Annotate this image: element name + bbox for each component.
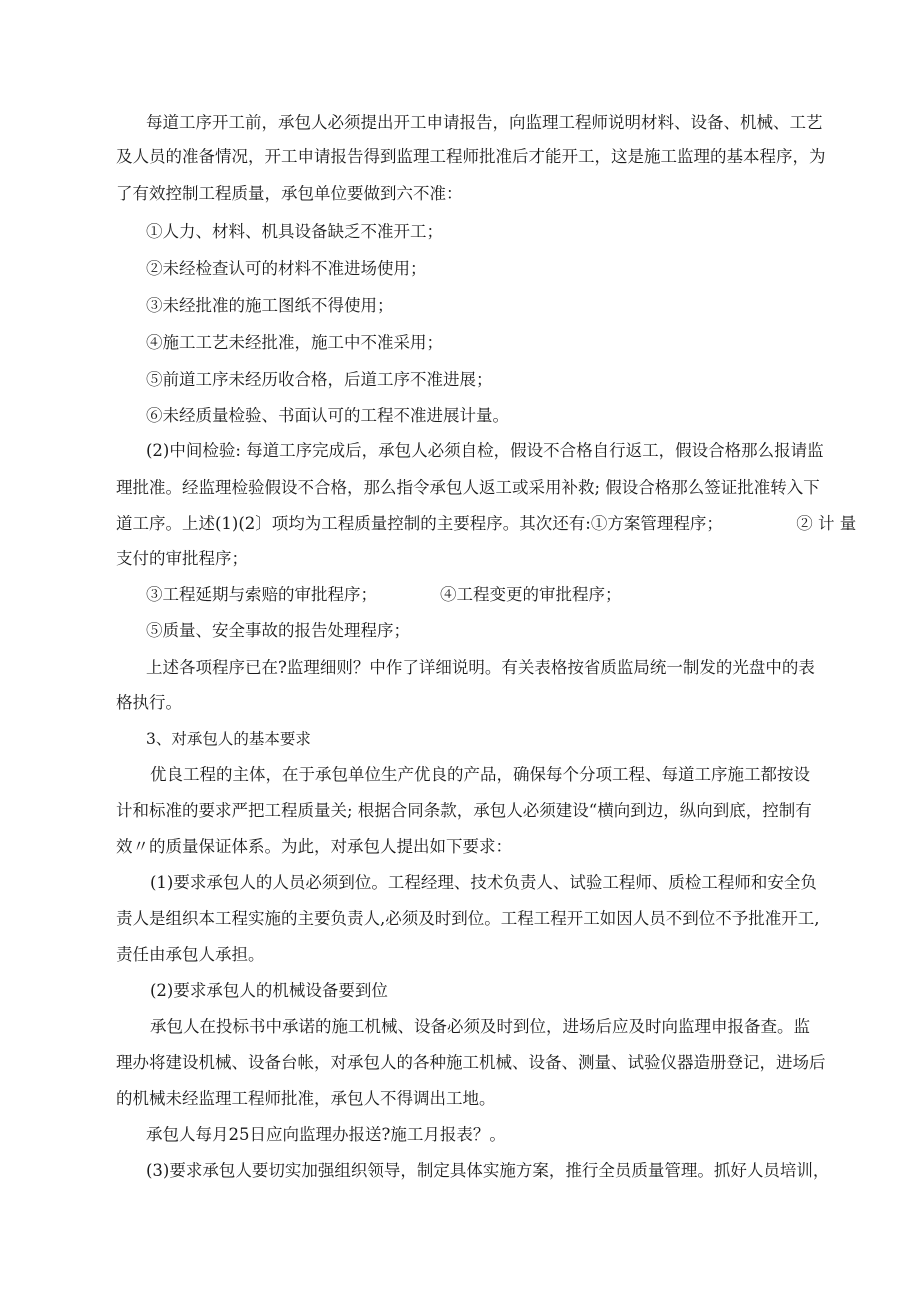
list-item-text: ④施工工艺未经批准，施工中不准采用； xyxy=(146,333,443,352)
paragraph-line xyxy=(0,1082,920,1116)
paragraph-line xyxy=(0,1046,920,1080)
list-item-text: ⑤前道工序未经历收合格，后道工序不准进展； xyxy=(146,370,493,389)
line-text: 承包人在投标书中承诺的施工机械、设备必须及时到位，进场后应及时向监理申报备查。监 xyxy=(150,1017,810,1036)
line-text: 了有效控制工程质量，承包单位要做到六不准： xyxy=(116,184,463,203)
paragraph-line xyxy=(0,1010,920,1044)
list-item xyxy=(0,578,920,612)
list-item-text: ①人力、材料、机具设备缺乏不准开工； xyxy=(146,222,443,241)
line-text: 每道工序开工前，承包人必须提出开工申请报告，向监理工程师说明材料、设备、机械、工艺 xyxy=(146,113,823,132)
paragraph-line xyxy=(0,758,920,792)
paragraph-line xyxy=(0,651,920,685)
paragraph-line xyxy=(0,1118,920,1152)
section-heading xyxy=(0,722,920,756)
line-text: (1)要求承包人的人员必须到位。工程经理、技术负责人、试验工程师、质检工程师和安全负 xyxy=(150,873,817,892)
line-text: 支付的审批程序； xyxy=(116,549,248,568)
line-text: 上述各项程序已在?监理细则？中作了详细说明。有关表格按省质监局统一制发的光盘中的表 xyxy=(146,658,815,677)
paragraph-line xyxy=(0,507,920,541)
line-text: 格执行。 xyxy=(116,693,182,712)
list-item xyxy=(0,326,920,360)
paragraph-line xyxy=(0,1154,920,1188)
list-item xyxy=(0,215,920,249)
list-item-text: ③未经批准的施工图纸不得使用； xyxy=(146,296,394,315)
list-item xyxy=(0,363,920,397)
line-text: 责人是组织本工程实施的主要负责人,必须及时到位。工程工程开工如因人员不到位不予批准开工, xyxy=(116,909,820,928)
line-text: (2)要求承包人的机械设备要到位 xyxy=(150,981,388,1000)
paragraph-line xyxy=(0,542,920,576)
paragraph-line xyxy=(0,434,920,468)
line-text: 理批准。经监理检验假设不合格，那么指令承包人返工或采用补救; 假设合格那么签证批准转入下 xyxy=(116,478,820,497)
paragraph-line xyxy=(0,974,920,1008)
line-text: 及人员的准备情况，开工申请报告得到监理工程师批准后才能开工，这是施工监理的基本程序，为 xyxy=(116,147,826,166)
line-text: 的机械未经监理工程师批准，承包人不得调出工地。 xyxy=(116,1089,496,1108)
paragraph-line xyxy=(0,106,920,140)
line-text: 计和标准的要求严把工程质量关; 根据合同条款，承包人必须建设“横向到边，纵向到底，控制有 xyxy=(116,801,812,820)
list-item xyxy=(0,252,920,286)
paragraph-line xyxy=(0,902,920,936)
paragraph-line xyxy=(0,140,920,174)
line-text: 承包人每月25日应向监理办报送?施工月报表？。 xyxy=(146,1125,506,1144)
line-text: (2)中间检验: 每道工序完成后，承包人必须自检，假设不合格自行返工，假设合格那么报请监 xyxy=(146,441,824,460)
section-heading-text: 3、对承包人的基本要求 xyxy=(146,730,311,748)
list-item xyxy=(0,289,920,323)
paragraph-line xyxy=(0,794,920,828)
list-item-text: ③工程延期与索赔的审批程序； ④工程变更的审批程序； xyxy=(146,585,622,604)
paragraph-line xyxy=(0,686,920,720)
line-text: 道工序。上述(1)(2〕项均为工程质量控制的主要程序。其次还有:①方案管理程序； ② 计 量 xyxy=(116,514,857,533)
list-item-text: ⑤质量、安全事故的报告处理程序； xyxy=(146,621,410,640)
line-text: 优良工程的主体，在于承包单位生产优良的产品，确保每个分项工程、每道工序施工都按设 xyxy=(150,765,810,784)
paragraph-line xyxy=(0,938,920,972)
line-text: 责任由承包人承担。 xyxy=(116,945,265,964)
paragraph-line xyxy=(0,471,920,505)
line-text: 理办将建设机械、设备台帐，对承包人的各种施工机械、设备、测量、试验仪器造册登记，进场后 xyxy=(116,1053,826,1072)
list-item xyxy=(0,614,920,648)
list-item-text: ⑥未经质量检验、书面认可的工程不准进展计量。 xyxy=(146,406,509,425)
list-item-text: ②未经检查认可的材料不准进场使用； xyxy=(146,259,427,278)
paragraph-line xyxy=(0,866,920,900)
list-item xyxy=(0,399,920,433)
paragraph-line xyxy=(0,177,920,211)
line-text: (3)要求承包人要切实加强组织领导，制定具体实施方案，推行全员质量管理。抓好人员培训， xyxy=(146,1161,830,1180)
paragraph-line xyxy=(0,830,920,864)
line-text: 效〃的质量保证体系。为此，对承包人提出如下要求： xyxy=(116,837,512,856)
